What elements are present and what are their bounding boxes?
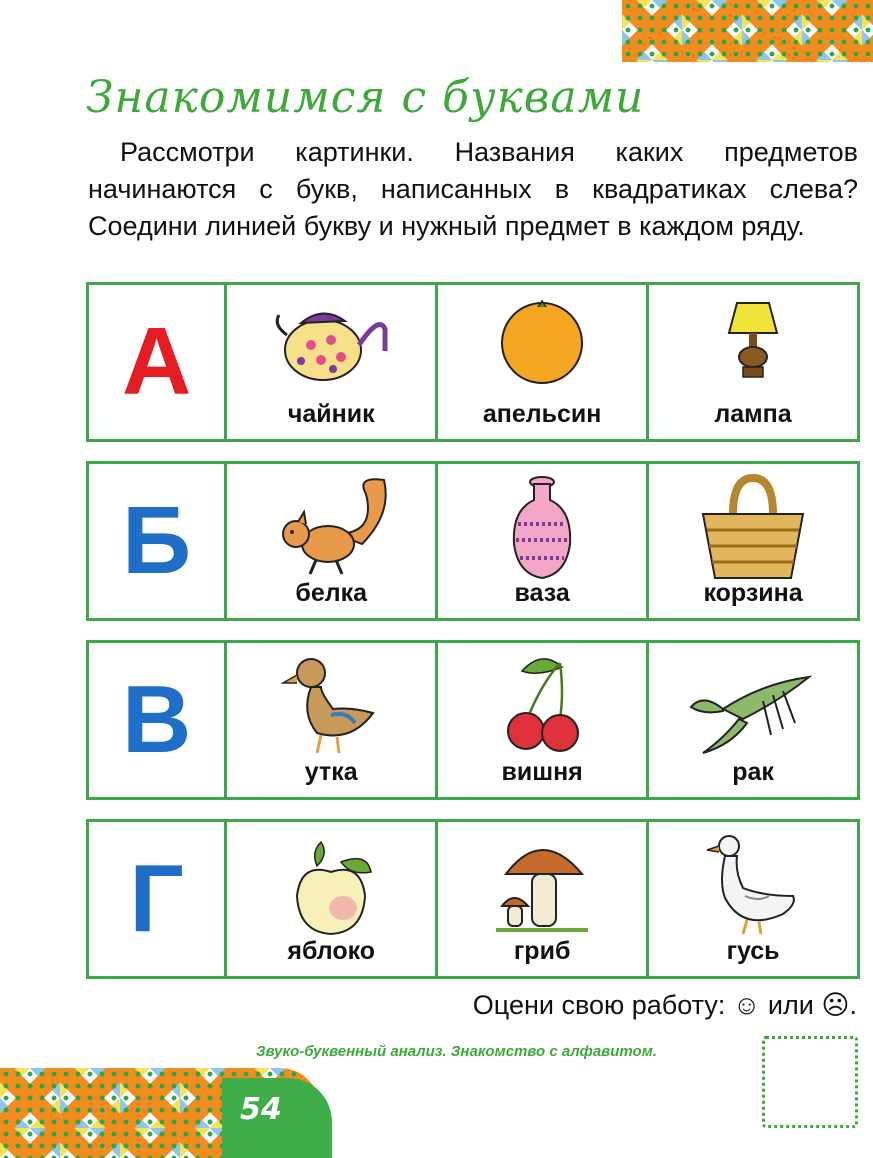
page-title: Знакомимся с буквами [86,72,645,123]
item-word: корзина [703,579,803,607]
self-evaluation: Оцени свою работу: ☺ или ☹. [472,990,857,1020]
footer-caption: Звуко-буквенный анализ. Знакомство с алфавитом. [256,1043,657,1060]
letter-box-b[interactable] [89,464,224,618]
item-word: гриб [513,937,571,965]
item-word: апельсин [482,400,602,428]
letter-matching-grid [86,282,860,998]
instructions-text: Рассмотри картинки. Названия каких предметов начинаются с букв, написанных в квадратиках слева? Соедини линией букву и нужный предмет в каждом ряду. [88,137,858,241]
orange-icon [492,295,592,385]
crayfish-icon [683,653,823,763]
item-apple[interactable] [224,822,435,976]
row-letter-g [86,819,860,979]
item-goose[interactable] [646,822,857,976]
item-word: лампа [714,400,792,428]
letter-b: Б [122,487,192,594]
letter-g: Г [129,845,184,952]
item-mushroom[interactable] [435,822,646,976]
mushroom-icon [492,832,592,942]
instructions [88,134,858,245]
vase-icon [502,474,582,584]
item-crayfish[interactable] [646,643,857,797]
teapot-icon [271,295,391,385]
letter-box-g[interactable] [89,822,224,976]
lamp-icon [713,295,793,385]
item-cherry[interactable] [435,643,646,797]
item-word: белка [295,579,368,607]
letter-box-a[interactable] [89,285,224,439]
item-word: ваза [514,579,570,607]
decorative-pattern-top [622,0,873,62]
letter-a: А [121,308,192,415]
item-vase[interactable] [435,464,646,618]
goose-icon [703,832,803,942]
duck-icon [281,653,381,763]
item-word: гусь [726,937,780,965]
item-word: чайник [287,400,375,428]
basket-icon [693,474,813,584]
cherry-icon [492,653,592,763]
item-lamp[interactable] [646,285,857,439]
apple-icon [281,832,381,942]
letter-box-v[interactable] [89,643,224,797]
item-word: вишня [501,758,583,786]
item-word: утка [304,758,358,786]
item-word: рак [732,758,774,786]
page-number: 54 [240,1092,282,1127]
item-basket[interactable] [646,464,857,618]
item-orange[interactable] [435,285,646,439]
row-letter-b [86,461,860,621]
item-teapot[interactable] [224,285,435,439]
letter-v: В [121,666,192,773]
row-letter-v [86,640,860,800]
score-box[interactable] [762,1036,858,1128]
row-letter-a [86,282,860,442]
item-word: яблоко [287,937,376,965]
squirrel-icon [266,474,396,584]
item-squirrel[interactable] [224,464,435,618]
item-duck[interactable] [224,643,435,797]
